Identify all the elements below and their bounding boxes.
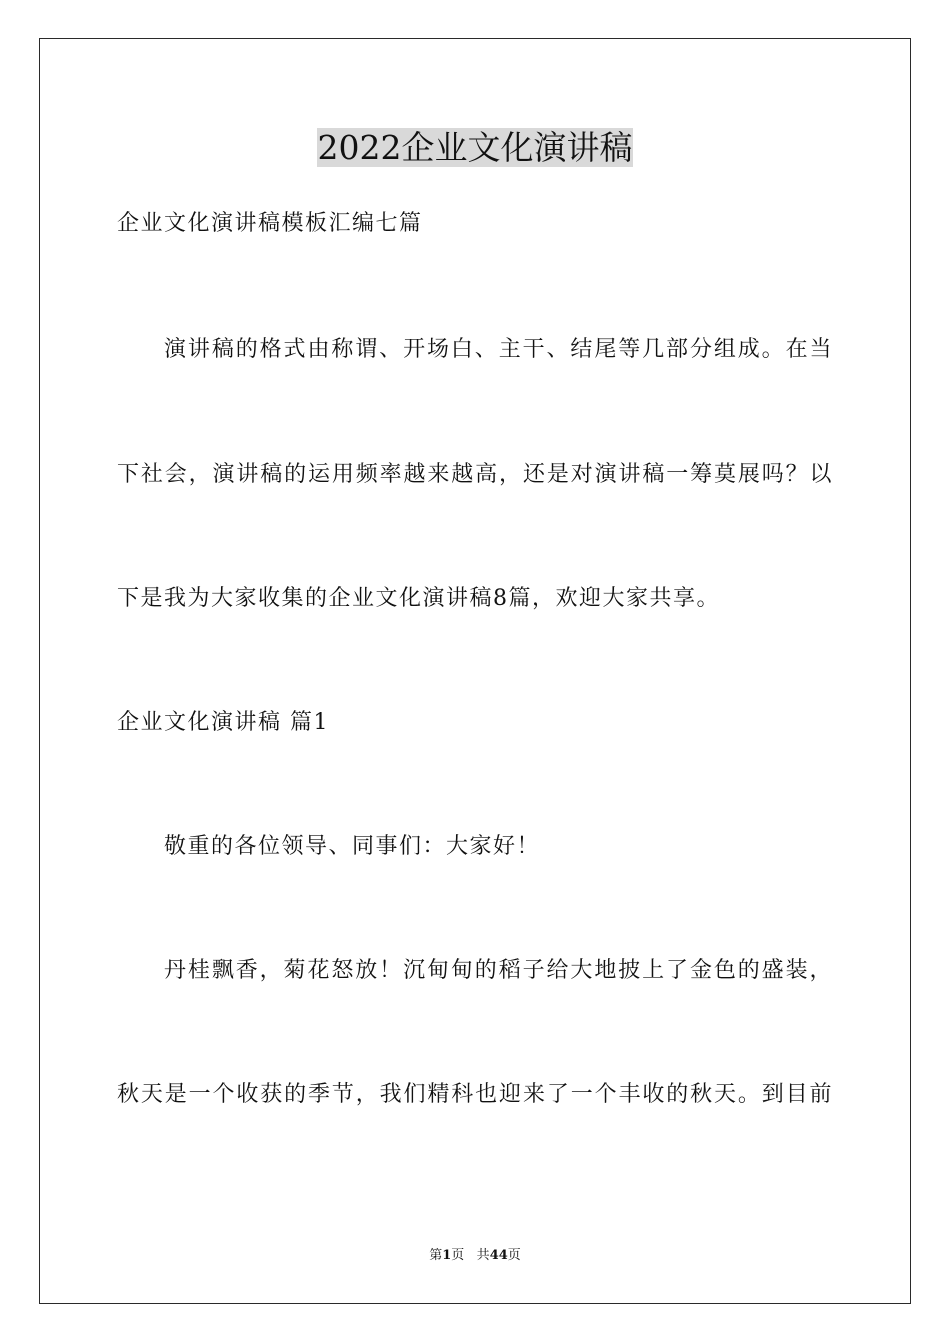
footer-page-number: 1 bbox=[442, 1248, 452, 1263]
paragraph-2-line-1: 丹桂飘香，菊花怒放！沉甸甸的稻子给大地披上了金色的盛装， bbox=[164, 958, 833, 983]
footer-page-suffix: 页 bbox=[451, 1248, 465, 1263]
document-title-text: 2022企业文化演讲稿 bbox=[317, 128, 633, 167]
paragraph-2-line-2: 秋天是一个收获的季节，我们精科也迎来了一个丰收的秋天。到目前 bbox=[117, 1082, 833, 1107]
paragraph-1-line-3: 下是我为大家收集的企业文化演讲稿8篇，欢迎大家共享。 bbox=[117, 586, 720, 611]
greeting-line: 敬重的各位领导、同事们：大家好！ bbox=[164, 834, 541, 859]
section-heading: 企业文化演讲稿 篇1 bbox=[117, 710, 329, 735]
footer-total-prefix: 共 bbox=[476, 1248, 490, 1263]
document-title bbox=[0, 126, 950, 170]
footer-page-prefix: 第 bbox=[429, 1248, 443, 1263]
paragraph-1-line-2: 下社会，演讲稿的运用频率越来越高，还是对演讲稿一筹莫展吗？以 bbox=[117, 462, 833, 487]
footer-total-pages: 44 bbox=[489, 1248, 508, 1263]
page-footer bbox=[0, 1247, 950, 1265]
document-subtitle: 企业文化演讲稿模板汇编七篇 bbox=[117, 211, 423, 236]
paragraph-1-line-1: 演讲稿的格式由称谓、开场白、主干、结尾等几部分组成。在当 bbox=[164, 337, 833, 362]
footer-total-suffix: 页 bbox=[507, 1248, 521, 1263]
